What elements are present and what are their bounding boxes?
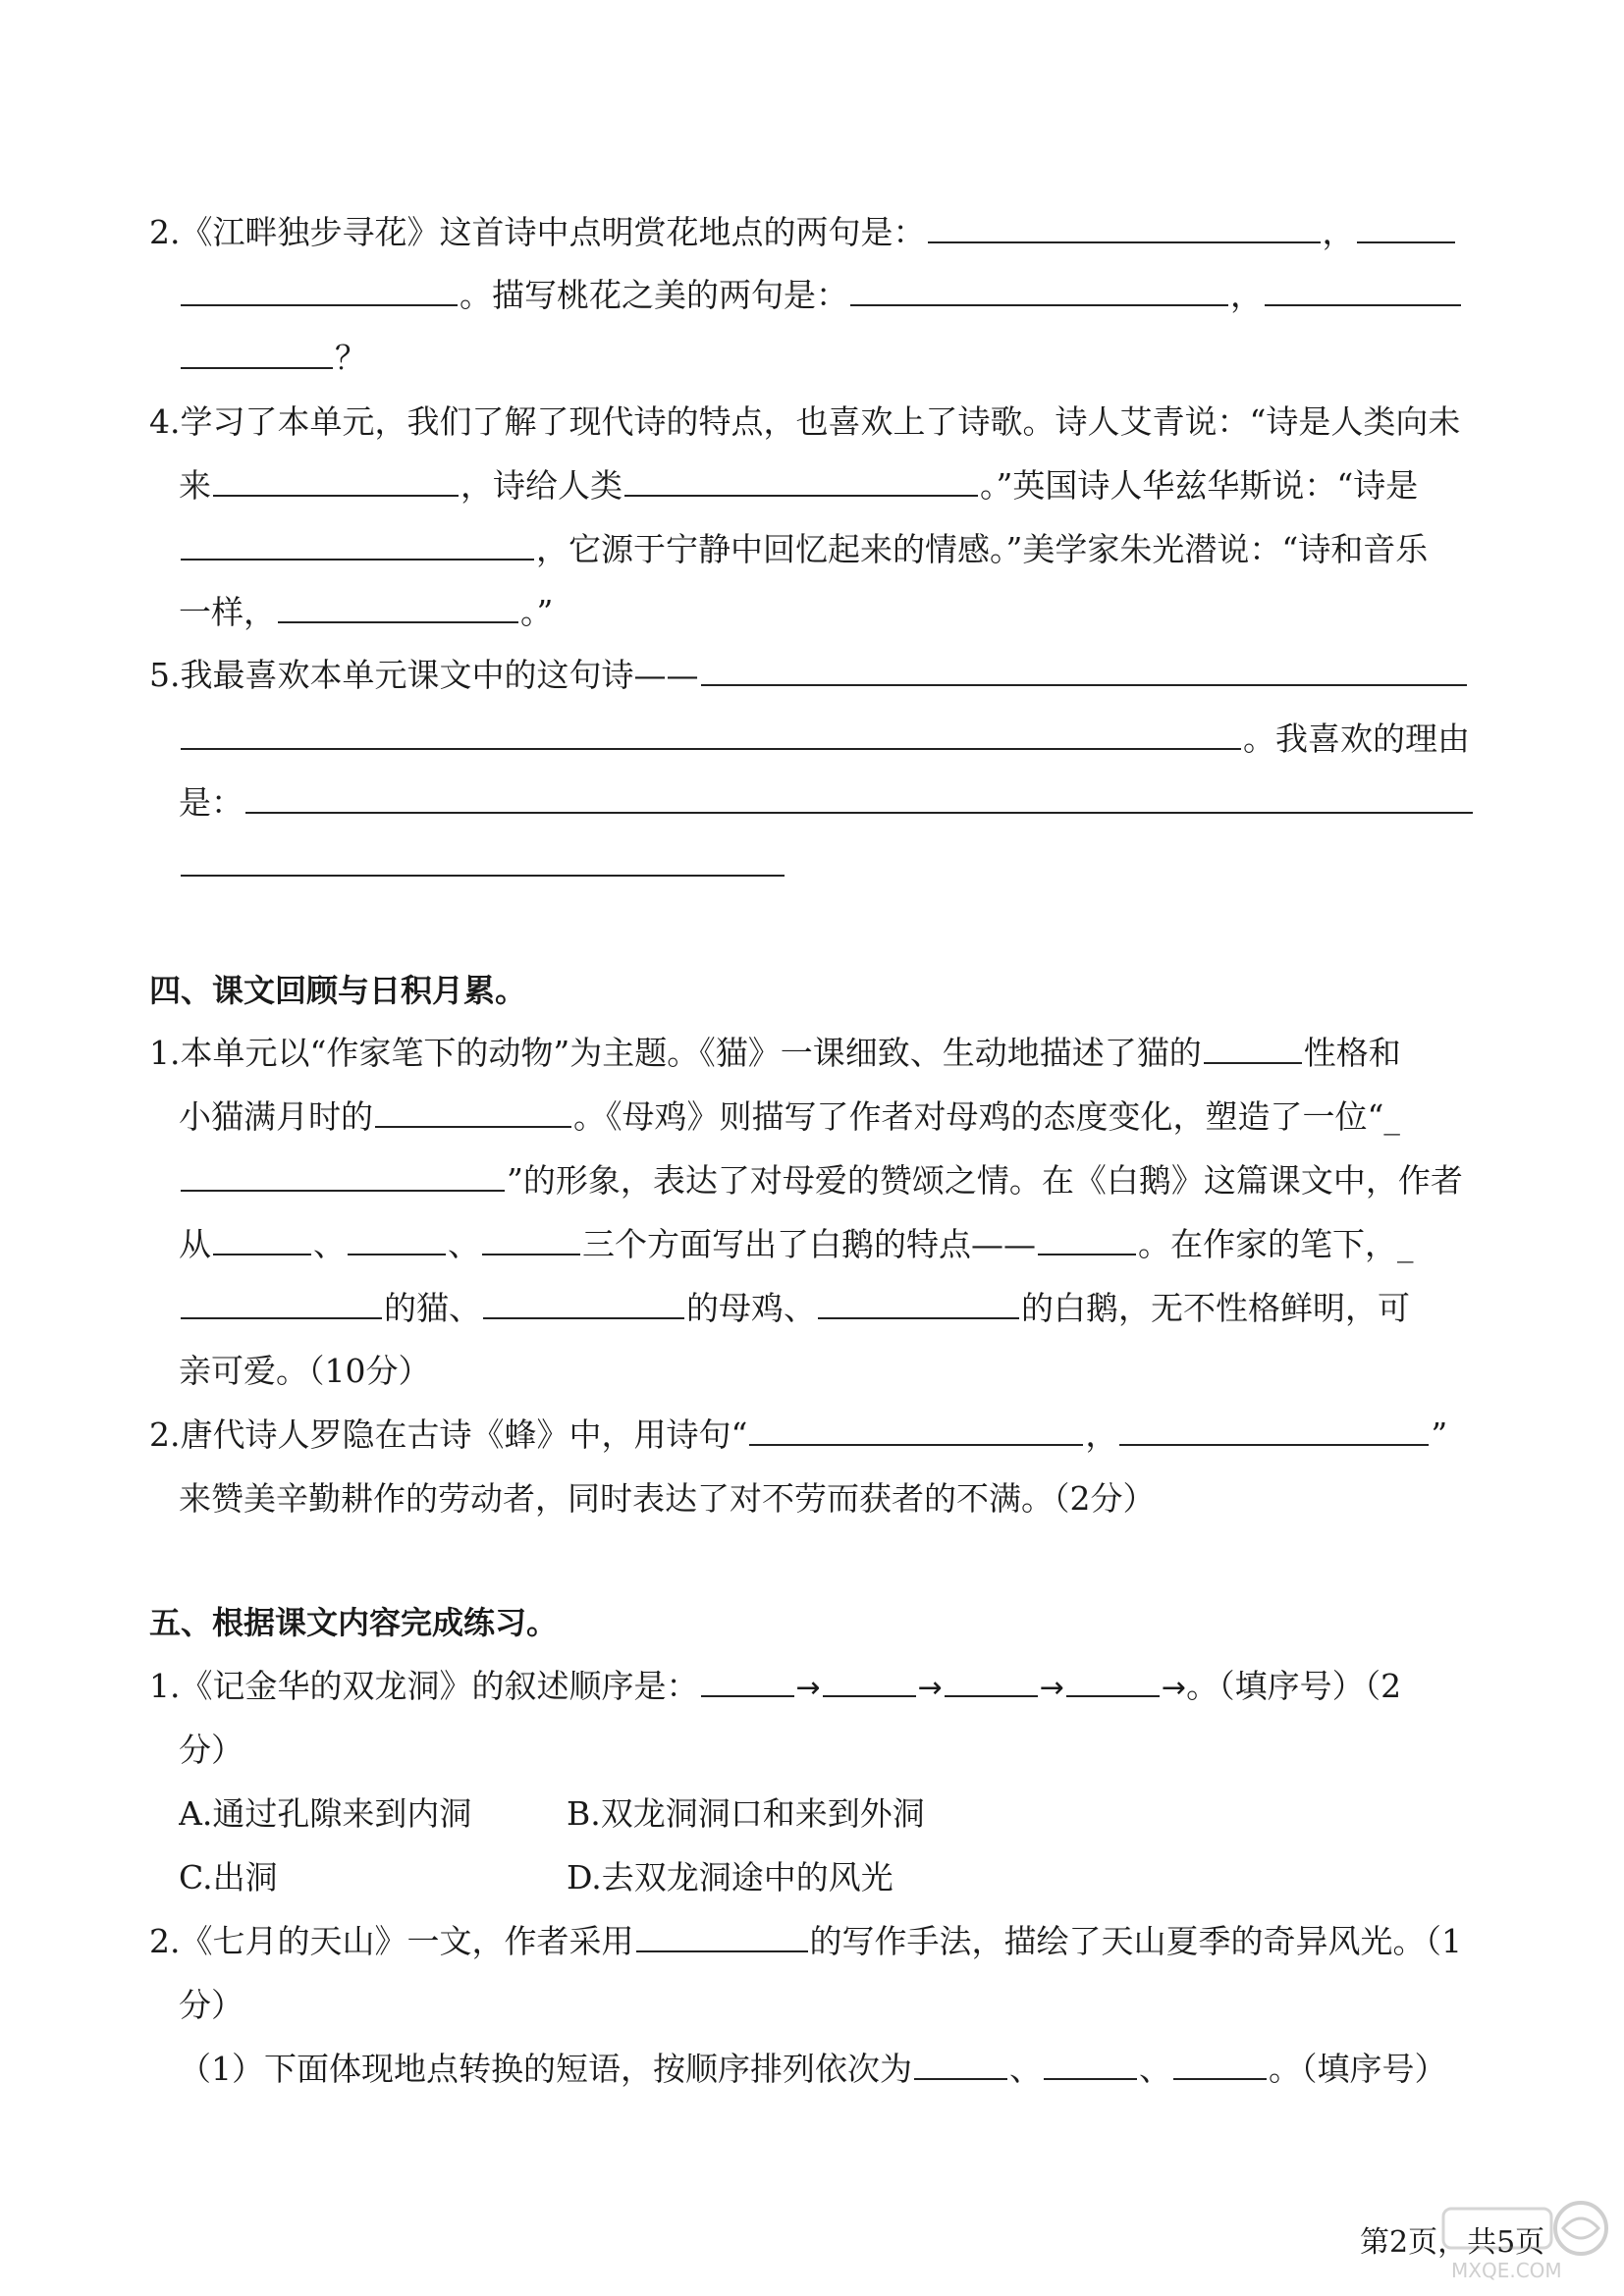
blank[interactable] — [245, 782, 1473, 814]
arrow-icon: → — [917, 1671, 943, 1705]
s3-q4-line3: ，它源于宁静中回忆起来的情感。”美学家朱光潜说：“诗和音乐 — [179, 517, 1485, 582]
blank[interactable] — [1173, 2049, 1267, 2080]
option-c: C.出洞 — [179, 1858, 278, 1896]
blank[interactable] — [1204, 1033, 1302, 1064]
s4-q1-line3: ”的形象，表达了对母爱的赞颂之情。在《白鹅》这篇课文中，作者 — [179, 1148, 1485, 1213]
s4-q1-line4: 从 、 、 三个方面写出了白鹅的特点—— 。在作家的笔下，_ — [179, 1225, 1414, 1263]
blank[interactable] — [1038, 1224, 1136, 1255]
blank[interactable] — [482, 1224, 580, 1255]
blank[interactable] — [181, 275, 458, 306]
blank[interactable] — [701, 1666, 794, 1697]
arrow-icon: → — [1161, 1671, 1187, 1705]
blank[interactable] — [1044, 2049, 1137, 2080]
option-a: A.通过孔隙来到内洞 — [179, 1794, 472, 1833]
blank[interactable] — [823, 1666, 916, 1697]
s5-q1-line1: 1.《记金华的双龙洞》的叙述顺序是： → → → →。（填序号）（2 — [149, 1667, 1402, 1705]
section-4-heading: 四、课文回顾与日积月累。 — [149, 972, 527, 1009]
blank[interactable] — [701, 655, 1467, 686]
watermark-logo — [1434, 2199, 1610, 2287]
option-b: B.双龙洞洞口和来到外洞 — [567, 1794, 925, 1833]
s5-q2-line2: 分） — [179, 1986, 244, 2024]
blank[interactable] — [1119, 1415, 1429, 1446]
s4-q2-line1: 2.唐代诗人罗隐在古诗《蜂》中，用诗句“ ， ” — [149, 1415, 1448, 1454]
blank[interactable] — [181, 1288, 382, 1319]
s4-q1-line5: 的猫、 的母鸡、 的白鹅，无不性格鲜明，可 — [179, 1276, 1485, 1341]
blank[interactable] — [1265, 275, 1461, 306]
s3-q2-line1: 2.《江畔独步寻花》这首诗中点明赏花地点的两句是： ， — [149, 200, 1485, 265]
s3-q5-line2: 。我喜欢的理由 — [179, 707, 1485, 772]
s3-q4-line2: 来 ，诗给人类 。”英国诗人华兹华斯说：“诗是 — [179, 466, 1419, 505]
s3-q2-line3: ？ — [179, 326, 1485, 391]
blank[interactable] — [348, 1224, 446, 1255]
s3-q5-line1: 5.我最喜欢本单元课文中的这句诗—— — [149, 643, 1485, 708]
s4-q2-line2: 来赞美辛勤耕作的劳动者，同时表达了对不劳而获者的不满。（2分） — [179, 1479, 1156, 1518]
blank[interactable] — [914, 2049, 1007, 2080]
s5-q2-line1: 2.《七月的天山》一文，作者采用 的写作手法，描绘了天山夏季的奇异风光。（1 — [149, 1922, 1462, 1960]
s4-q1-line2: 小猫满月时的 。《母鸡》则描写了作者对母鸡的态度变化，塑造了一位“_ — [179, 1097, 1400, 1136]
blank[interactable] — [181, 1160, 505, 1192]
svg-text:MXQE.COM: MXQE.COM — [1451, 2259, 1562, 2282]
s3-q5-line4 — [179, 833, 1485, 898]
blank[interactable] — [181, 338, 333, 369]
s5-q2-sub1: （1）下面体现地点转换的短语，按顺序排列依次为 、 、 。（填序号） — [179, 2050, 1447, 2088]
s3-q4-line1: 4.学习了本单元，我们了解了现代诗的特点，也喜欢上了诗歌。诗人艾青说：“诗是人类向未 — [149, 402, 1461, 441]
blank[interactable] — [1066, 1666, 1160, 1697]
option-d: D.去双龙洞途中的风光 — [567, 1858, 893, 1896]
blank[interactable] — [278, 592, 518, 623]
blank[interactable] — [181, 529, 534, 561]
arrow-icon: → — [1039, 1671, 1064, 1705]
blank[interactable] — [624, 465, 978, 497]
blank[interactable] — [850, 275, 1228, 306]
blank[interactable] — [1357, 212, 1455, 243]
s3-q4-line4: 一样， 。” — [179, 593, 554, 631]
blank[interactable] — [483, 1288, 684, 1319]
page-footer: 第2页，共5页 — [1360, 2225, 1545, 2260]
blank[interactable] — [213, 1224, 311, 1255]
section-5-heading: 五、根据课文内容完成练习。 — [149, 1604, 559, 1641]
s3-q5-line3: 是： — [179, 771, 1485, 835]
blank[interactable] — [213, 465, 459, 497]
s5-q1-line2: 分） — [179, 1731, 244, 1769]
blank[interactable] — [181, 719, 1241, 750]
blank[interactable] — [636, 1921, 808, 1952]
blank[interactable] — [928, 212, 1321, 243]
s5-q1-options-row2 — [179, 1845, 1485, 1910]
s4-q1-line1: 1.本单元以“作家笔下的动物”为主题。《猫》一课细致、生动地描述了猫的 性格和 — [149, 1034, 1401, 1072]
blank[interactable] — [181, 845, 785, 877]
blank[interactable] — [818, 1288, 1019, 1319]
blank[interactable] — [945, 1666, 1038, 1697]
s3-q2-line2: 。描写桃花之美的两句是： ， — [179, 263, 1485, 328]
blank[interactable] — [749, 1415, 1083, 1446]
s4-q1-line6: 亲可爱。（10分） — [179, 1352, 431, 1390]
blank[interactable] — [375, 1096, 571, 1128]
s5-q1-options-row1 — [179, 1782, 1485, 1846]
arrow-icon: → — [795, 1671, 821, 1705]
